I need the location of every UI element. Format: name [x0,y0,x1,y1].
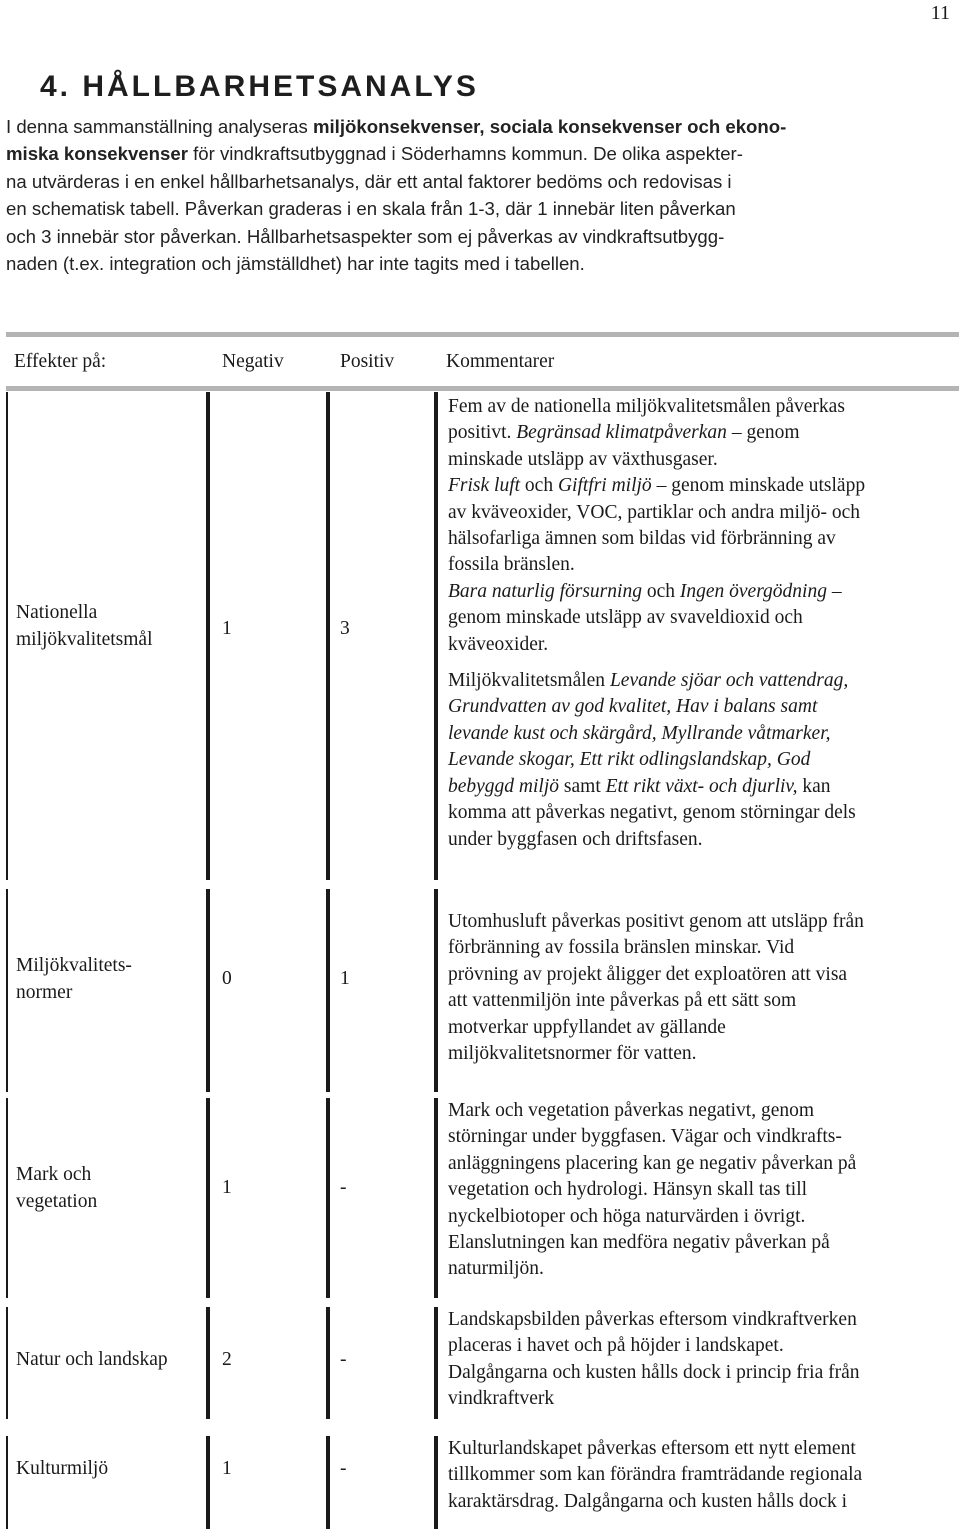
positive-cell [326,1436,438,1529]
negative-cell [206,1436,330,1529]
negative-value: 1 [222,1177,232,1198]
table-row [6,392,959,880]
intro-line: naden (t.ex. integration och jämställdhet) har inte tagits med i tabellen. [6,253,585,275]
positive-value: - [340,1458,347,1479]
table-row [6,1436,959,1529]
effect-label: Natur och landskap [16,1349,168,1370]
effect-cell [6,1098,210,1298]
table-header-row [6,332,959,391]
table-row [6,889,959,1092]
negative-value: 0 [222,968,232,989]
effect-cell [6,392,210,880]
comment-cell [434,889,960,1092]
effect-label: Mark och vegetation [16,1164,98,1212]
negative-cell [206,392,330,880]
negative-value: 1 [222,1458,232,1479]
intro-line: I denna sammanställning analyseras miljökonsekvenser, sociala konsekvenser och ekono- [6,116,787,137]
intro-paragraph [6,113,946,277]
negative-value: 2 [222,1349,232,1370]
effect-label: Nationella miljökvalitetsmål [16,602,153,650]
header-negativ: Negativ [222,351,284,372]
comment-text: Fem av de nationella miljökvalitetsmålen påverkas positivt. Begränsad klimatpåverkan – genom minskade utsläpp av växthusgaser. Frisk luft och Giftfri miljö – genom minskade utsläpp av kväveoxider, VOC, partiklar och andra miljö- och hälsofarliga ämnen som bildas vid förbränning av fossila bränslen. Bara naturlig försurning och Ingen övergödning – genom minskade utsläpp av svaveldioxid och kväveoxider. Miljökvalitetsmålen Levande sjöar och vattendrag, Grundvatten av god kvalitet, Hav i balans samt levande kust och skärgård, Myllrande våtmarker, Levande skogar, Ett rikt odlingslandskap, God bebyggd miljö samt Ett rikt växt- och djurliv, kan komma att påverkas negativt, genom störningar dels under byggfasen och driftsfasen. [448,396,866,850]
positive-value: - [340,1177,347,1198]
positive-cell [326,1098,438,1298]
positive-cell [326,1307,438,1419]
header-positiv: Positiv [340,351,395,372]
negative-cell [206,889,330,1092]
intro-line: en schematisk tabell. Påverkan graderas i en skala från 1-3, där 1 innebär liten påverkan [6,198,736,220]
comment-cell [434,1307,960,1419]
negative-cell [206,1098,330,1298]
page-number: 11 [930,2,950,24]
positive-value: 3 [340,618,350,639]
effect-cell [6,1436,210,1529]
intro-line: na utvärderas i en enkel hållbarhetsanalys, där ett antal faktorer bedöms och redovisas i [6,170,732,192]
effect-cell [6,1307,210,1419]
header-effekter: Effekter på: [14,351,107,372]
comment-cell [434,392,960,880]
positive-value: 1 [340,968,350,989]
positive-cell [326,392,438,880]
comment-text: Utomhusluft påverkas positivt genom att utsläpp från förbränning av fossila bränslen minskar. Vid prövning av projekt åligger det exploatören att visa att vattenmiljön inte påverkas på ett sätt som motverkar uppfyllandet av gällande miljökvalitetsnormer för vatten. [448,911,864,1065]
comment-text: Landskapsbilden påverkas eftersom vindkraftverken placeras i havet och på höjder i landskapet. Dalgångarna och kusten hålls dock i princip fria från vindkraftverk [448,1309,860,1410]
table-row [6,1098,959,1298]
effect-cell [6,889,210,1092]
comment-text: Mark och vegetation påverkas negativt, genom störningar under byggfasen. Vägar och vindkrafts- anläggningens placering kan ge negativ påverkan på vegetation och hydrologi. Hänsyn skall tas till nyckelbiotoper och höga naturvärden i övrigt. Elanslutningen kan medföra negativ påverkan på naturmiljön. [448,1100,857,1280]
comment-cell [434,1098,960,1298]
positive-value: - [340,1349,347,1370]
comment-cell [434,1436,960,1529]
intro-line: och 3 innebär stor påverkan. Hållbarhetsaspekter som ej påverkas av vindkraftsutbygg- [6,225,725,247]
table-row [6,1307,959,1419]
positive-cell [326,889,438,1092]
negative-cell [206,1307,330,1419]
intro-line: miska konsekvenser för vindkraftsutbyggnad i Söderhamns kommun. De olika aspekter- [6,143,743,165]
negative-value: 1 [222,618,232,639]
header-kommentarer: Kommentarer [446,351,555,372]
effect-label: Kulturmiljö [16,1458,109,1479]
section-heading: 4. HÅLLBARHETSANALYS [40,70,479,103]
effect-label: Miljökvalitets- normer [16,955,132,1003]
comment-text: Kulturlandskapet påverkas eftersom ett nytt element tillkommer som kan förändra framträdande regionala karaktärsdrag. Dalgångarna och kusten hålls dock i [448,1438,863,1512]
